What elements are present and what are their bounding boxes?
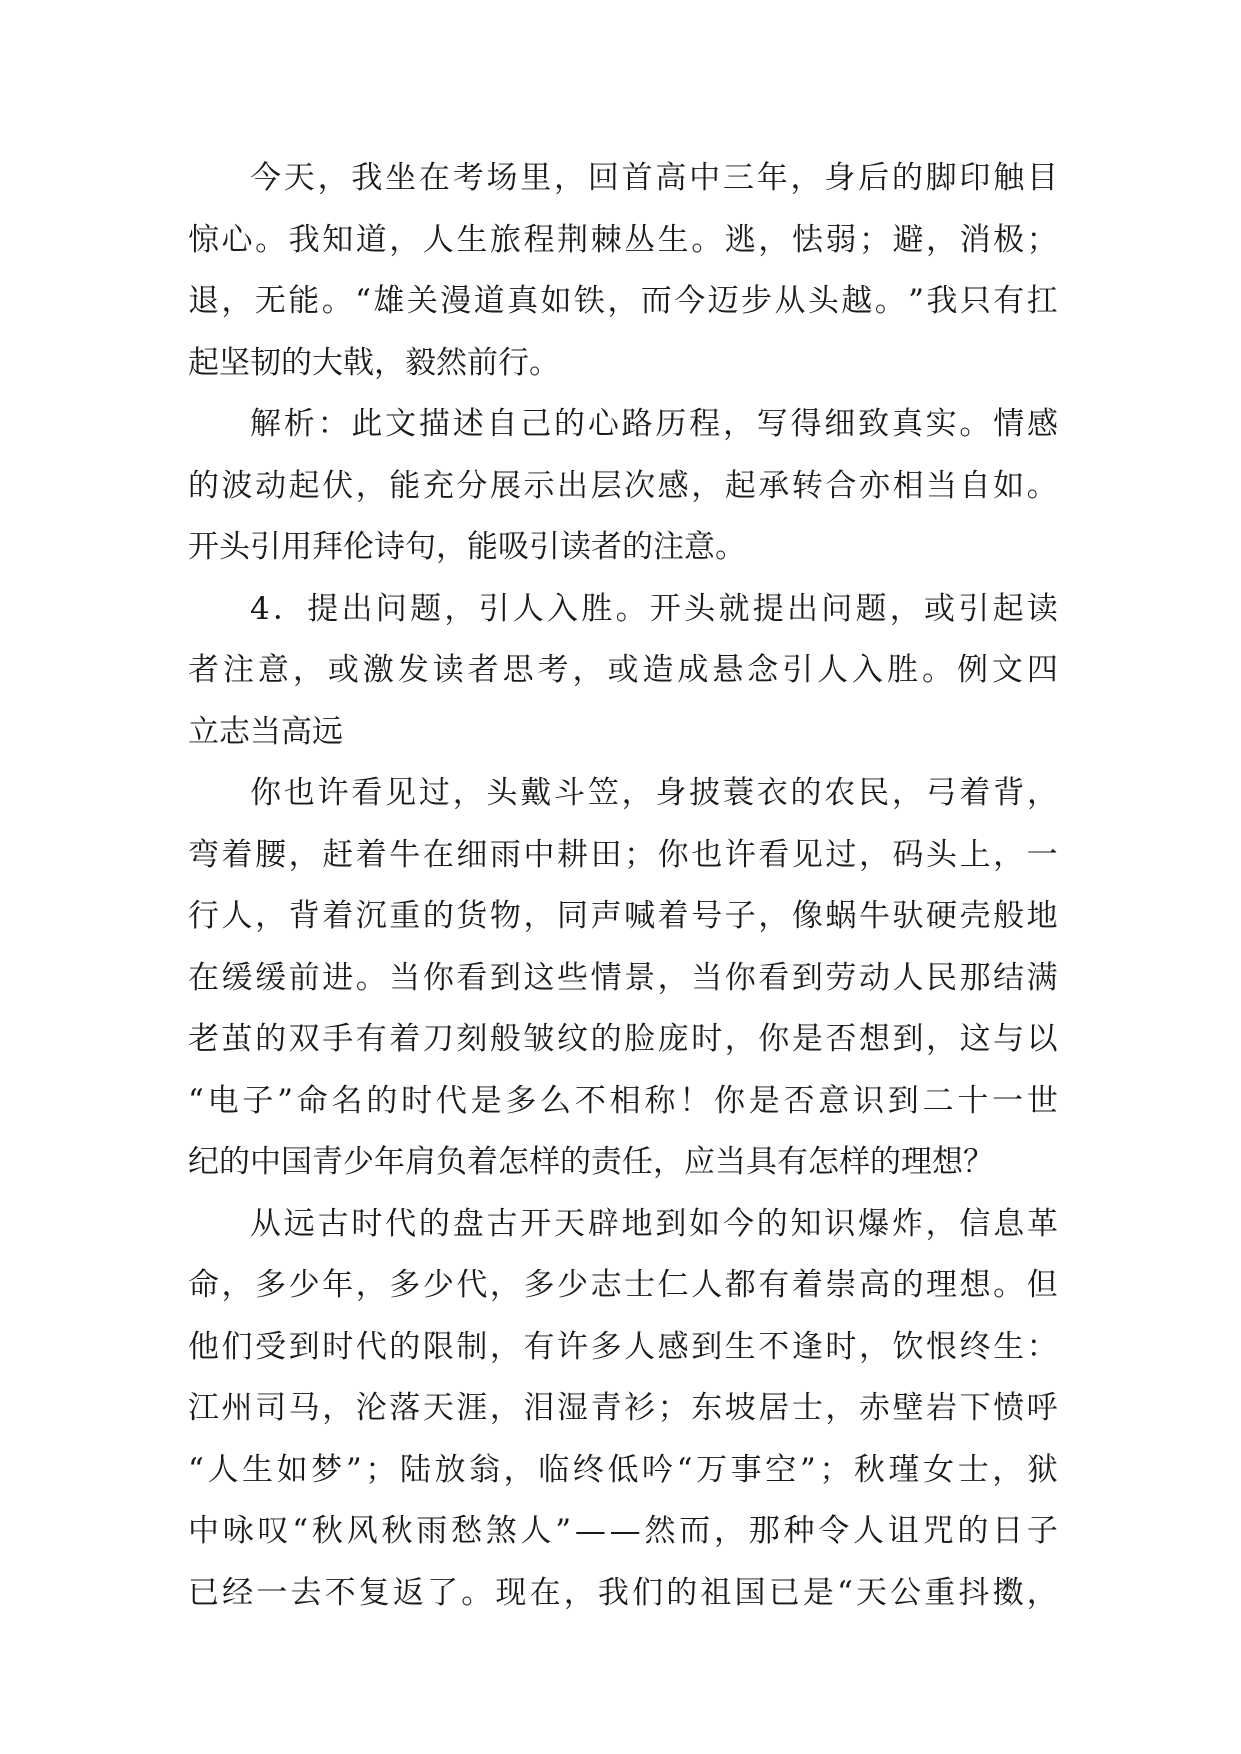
text-line: 4 ． 提 出 问 题 ， 引 人 入 胜 。 开 头 就 提 出 问 题 ， 或 引 起 读: [250, 590, 1058, 627]
body-text: [188, 158, 1058, 1634]
text-line: 开 头 引 用 拜 伦 诗 句 ， 能 吸 引 读 者 的 注 意 。: [188, 529, 746, 565]
text-line: 今 天 ， 我 坐 在 考 场 里 ， 回 首 高 中 三 年 ， 身 后 的 脚 印 触 目: [250, 160, 1058, 196]
text-line: “ 电 子 ” 命 名 的 时 代 是 多 么 不 相 称 ！ 你 是 否 意 识 到 二 十 一 世: [188, 1082, 1058, 1119]
text-line: 退 ， 无 能 。 “ 雄 关 漫 道 真 如 铁 ， 而 今 迈 步 从 头 越 。 ” 我 只 有 扛: [188, 283, 1058, 319]
text-line: 的 波 动 起 伏 ， 能 充 分 展 示 出 层 次 感 ， 起 承 转 合 亦 相 当 自 如 。: [188, 467, 1058, 504]
text-line: 在 缓 缓 前 进 。 当 你 看 到 这 些 情 景 ， 当 你 看 到 劳 动 人 民 那 结 满: [188, 959, 1058, 996]
text-line: 惊 心 。 我 知 道 ， 人 生 旅 程 荆 棘 丛 生 。 逃 ， 怯 弱 ； 避 ， 消 极 ；: [188, 221, 1058, 258]
text-line: 纪 的 中 国 青 少 年 肩 负 着 怎 样 的 责 任 ， 应 当 具 有 怎 样 的 理 想 ？: [188, 1144, 994, 1180]
text-line: 从 远 古 时 代 的 盘 古 开 天 辟 地 到 如 今 的 知 识 爆 炸 ， 信 息 革: [250, 1205, 1058, 1242]
text-line: 者 注 意 ， 或 激 发 读 者 思 考 ， 或 造 成 悬 念 引 人 入 胜 。 例 文 四: [188, 652, 1058, 688]
text-line: 已 经 一 去 不 复 返 了 。 现 在 ， 我 们 的 祖 国 已 是 “ 天 公 重 抖 擞 ，: [188, 1574, 1058, 1611]
text-line: 命 ， 多 少 年 ， 多 少 代 ， 多 少 志 士 仁 人 都 有 着 崇 高 的 理 想 。 但: [188, 1267, 1058, 1303]
text-line: 中 咏 叹 “ 秋 风 秋 雨 愁 煞 人 ” — — 然 而 ， 那 种 令 人 诅 咒 的 日 子: [188, 1513, 1058, 1549]
text-line: 江 州 司 马 ， 沦 落 天 涯 ， 泪 湿 青 衫 ； 东 坡 居 士 ， 赤 壁 岩 下 愤 呼: [188, 1390, 1058, 1426]
text-line: 他 们 受 到 时 代 的 限 制 ， 有 许 多 人 感 到 生 不 逢 时 ， 饮 恨 终 生 ：: [188, 1328, 1058, 1365]
text-line: 起 坚 韧 的 大 戟 ， 毅 然 前 行 。: [188, 344, 560, 381]
text-line: 解 析 ： 此 文 描 述 自 己 的 心 路 历 程 ， 写 得 细 致 真 实 。 情 感: [250, 406, 1058, 442]
text-line: 老 茧 的 双 手 有 着 刀 刻 般 皱 纹 的 脸 庞 时 ， 你 是 否 想 到 ， 这 与 以: [188, 1021, 1058, 1057]
text-line: 立 志 当 高 远: [188, 713, 343, 750]
text-line: “ 人 生 如 梦 ” ； 陆 放 翁 ， 临 终 低 吟 “ 万 事 空 ” ； 秋 瑾 女 士 ， 狱: [188, 1451, 1058, 1488]
text-line: 弯 着 腰 ， 赶 着 牛 在 细 雨 中 耕 田 ； 你 也 许 看 见 过 ， 码 头 上 ， 一: [188, 836, 1058, 873]
text-line: 你 也 许 看 见 过 ， 头 戴 斗 笠 ， 身 披 蓑 衣 的 农 民 ， 弓 着 背 ，: [250, 775, 1058, 811]
text-line: 行 人 ， 背 着 沉 重 的 货 物 ， 同 声 喊 着 号 子 ， 像 蜗 牛 驮 硬 壳 般 地: [188, 898, 1058, 934]
